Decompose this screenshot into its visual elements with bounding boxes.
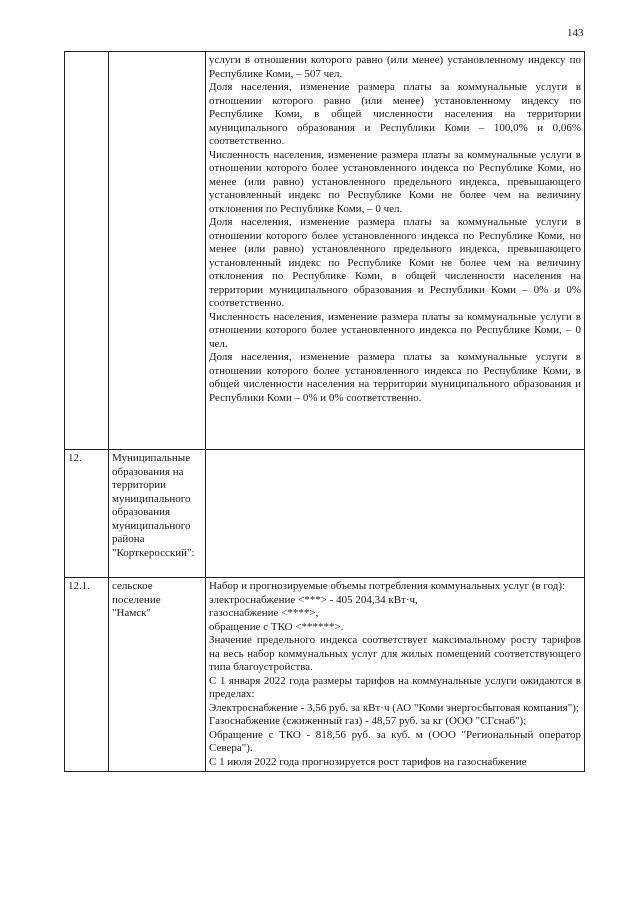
- content-paragraph: Доля населения, изменение размера платы за коммунальные услуги в отношении которого более установленного индекса по Республике Коми, но менее (или равно) установленного предельного индекса, превышающего установленный индекс по Республике Коми не более чем на величину отклонения по Республике Коми, в общей численности населения на территории муниципального образования и Республики Коми – 0% и 0% соответственно.: [209, 216, 581, 309]
- page-number: 143: [567, 27, 584, 39]
- row-number-cell: 12.: [65, 450, 109, 578]
- content-paragraph: Численность населения, изменение размера платы за коммунальные услуги в отношении которого более установленного индекса по Республике Коми, но менее (или равно) установленного предельного индекса, превышающего установленный индекс по Республике Коми не более чем на величину отклонения по Республике Коми, – 0 чел.: [209, 148, 581, 215]
- row-content-cell: [206, 578, 585, 772]
- row-content-cell: [206, 450, 585, 578]
- content-paragraph: Набор и прогнозируемые объемы потребления коммунальных услуг (в год):: [209, 580, 566, 592]
- content-paragraph: газоснабжение <****>,: [209, 607, 319, 619]
- content-paragraph: Доля населения, изменение размера платы за коммунальные услуги в отношении которого более установленного индекса по Республике Коми, в общей численности населения на территории муниципального образования и Республики Коми – 0% и 0% соответственно.: [209, 351, 581, 404]
- content-paragraph: электроснабжение <***> - 405 204,34 кВт·ч,: [209, 593, 418, 606]
- row-content-cell: [206, 52, 585, 450]
- row-name-cell: Муниципальные образования на территории муниципального образования муниципального района "Корткеросский":: [109, 450, 206, 578]
- content-paragraph: Численность населения, изменение размера платы за коммунальные услуги в отношении которого более установленного индекса по Республике Коми, – 0 чел.: [209, 310, 581, 350]
- content-paragraph: Электроснабжение - 3,56 руб. за кВт·ч (АО "Коми энергосбытовая компания");: [209, 701, 579, 714]
- content-paragraph: обращение с ТКО <******>.: [209, 620, 344, 633]
- content-paragraph: С 1 января 2022 года размеры тарифов на коммунальные услуги ожидаются в пределах:: [209, 674, 581, 700]
- content-paragraph: услуги в отношении которого равно (или менее) установленному индексу по Республике Коми, – 507 чел.: [209, 54, 581, 80]
- row-number-cell: [65, 52, 109, 450]
- table-row-12: [65, 450, 585, 578]
- document-table: [64, 51, 585, 772]
- content-paragraph: С 1 июля 2022 года прогнозируется рост тарифов на газоснабжение: [209, 755, 527, 768]
- table-row-12-1: [65, 578, 585, 772]
- content-paragraph: Газоснабжение (сжиженный газ) - 48,57 руб. за кг (ООО "СГснаб");: [209, 715, 527, 727]
- content-paragraph: Доля населения, изменение размера платы за коммунальные услуги в отношении которого равно (или менее) установленному индексу по Республике Коми, в общей численности населения на территории муниципального образования и Республики Коми – 100,0% и 0,06% соответственно.: [209, 81, 581, 147]
- content-paragraph: Значение предельного индекса соответствует максимальному росту тарифов на весь набор коммунальных услуг для жилых помещений соответствующего типа благоустройства.: [209, 634, 581, 673]
- row-name-cell: сельское поселение "Намск": [109, 578, 206, 772]
- row-number-cell: 12.1.: [65, 578, 109, 772]
- table-row-continuation: [65, 52, 585, 450]
- row-name-cell: [109, 52, 206, 450]
- content-paragraph: Обращение с ТКО - 818,56 руб. за куб. м (ООО "Региональный оператор Севера").: [209, 728, 581, 754]
